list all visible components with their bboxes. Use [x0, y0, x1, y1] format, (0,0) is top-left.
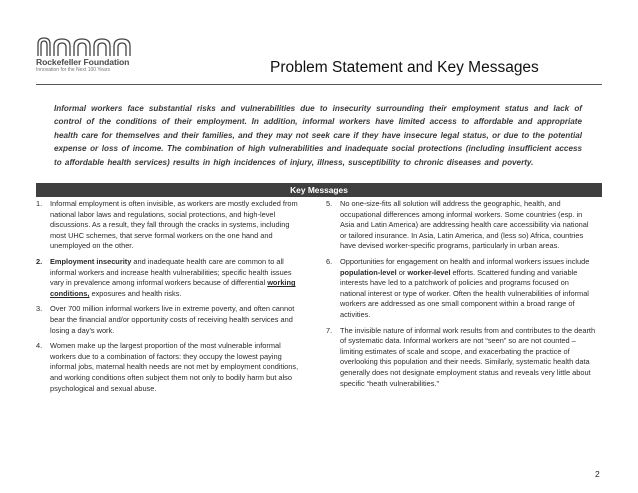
key-messages-right-column — [326, 199, 596, 394]
key-message-item — [36, 199, 306, 252]
logo-name: Rockefeller Foundation — [36, 57, 130, 67]
item-number: 4. — [36, 341, 43, 351]
item-text: Informal employment is often invisible, as workers are mostly excluded from national labor laws and regulations, social protections, and high-level discussions. As a result, they fall through the cracks in systems, including most UHC schemes, that serve formal workers on the one hand and unemployed on the other. — [50, 199, 298, 251]
key-messages-left-column — [36, 199, 306, 399]
item-number: 2. — [36, 256, 43, 266]
key-messages-header: Key Messages — [36, 183, 602, 197]
item-number: 5. — [326, 199, 333, 208]
item-text: The invisible nature of informal work results from and contributes to the dearth of systematic data. Informal workers are not “seen” so are not counted – limiting estimates of scale and scope, and exacerbating the practice of overlooking this population and their needs. Similarly, systematic health data generally does not designate employment status and reveals very little about specific “heath vulnerabilities.” — [340, 325, 596, 388]
item-number: 3. — [36, 304, 43, 314]
worker-level-term: worker-level — [407, 267, 451, 277]
item-number: 7. — [326, 325, 333, 335]
item-number: 6. — [326, 256, 333, 266]
item-text: Opportunities for engagement on health and informal workers issues include population-level or worker-level efforts. Scattered funding and variable interests have led to a patchwork of policies and programs focused on national interest or type of worker. Often the health vulnerabilities of informal workers are addressed as one small component within a broad range of activities. — [340, 256, 590, 319]
employment-insecurity-term: Employment insecurity — [50, 256, 132, 266]
key-message-item — [326, 257, 596, 321]
key-message-item — [326, 199, 596, 252]
item-number: 1. — [36, 199, 43, 208]
page-title: Problem Statement and Key Messages — [270, 59, 539, 76]
item-text: Over 700 million informal workers live in extreme poverty, and often cannot bear the financial and/or opportunity costs of receiving health services and losing a day's work. — [50, 304, 295, 335]
page-number: 2 — [595, 469, 600, 479]
intro-paragraph: Informal workers face substantial risks and vulnerabilities due to insecurity surrounding their employment status and lack of control of the conditions of their employment. In addition, informal workers have limited access to affordable and appropriate health care for themselves and their families, and they may not seek care if they have insecure legal status, or due to the potential expense or loss of income. The combination of high vulnerabilities and inadequate social protections (including insufficient access to affordable health services) results in high incidences of injury, illness, susceptibility to chronic diseases and poverty. — [54, 104, 582, 167]
item-text: Women make up the largest proportion of the most vulnerable informal workers due to a combination of factors: they occupy the lowest paying informal jobs, maternal health needs are not met by employment conditions, and working conditions often subject them not only to bodily harm but also psychological and sexual abuse. — [50, 341, 299, 393]
key-message-item — [36, 257, 306, 299]
working-conditions-term: working conditions, — [50, 278, 296, 298]
key-message-item — [36, 304, 306, 336]
population-level-term: population-level — [340, 267, 397, 277]
item-text: Employment insecurity and inadequate health care are common to all informal workers and increase health vulnerabilities; specific health issues vary in prevalence among informal workers because of differential working conditions, exposures and health risks. — [50, 256, 296, 298]
title-divider — [36, 84, 602, 85]
logo-tagline: Innovation for the Next 100 Years — [36, 67, 110, 73]
arches-logo-icon — [36, 36, 140, 56]
key-message-item — [326, 326, 596, 390]
item-text: No one-size-fits all solution will address the geographic, health, and occupational differences among informal workers. Some countries (esp. in Asia and Latin America) are addressing health care accessibility via national or tailored insurance. In Asia, Latin America, and (less so) Africa, countries have devised worker-specific programs, particularly in urban areas. — [340, 199, 589, 251]
key-message-item — [36, 341, 306, 394]
foundation-logo — [36, 36, 146, 73]
